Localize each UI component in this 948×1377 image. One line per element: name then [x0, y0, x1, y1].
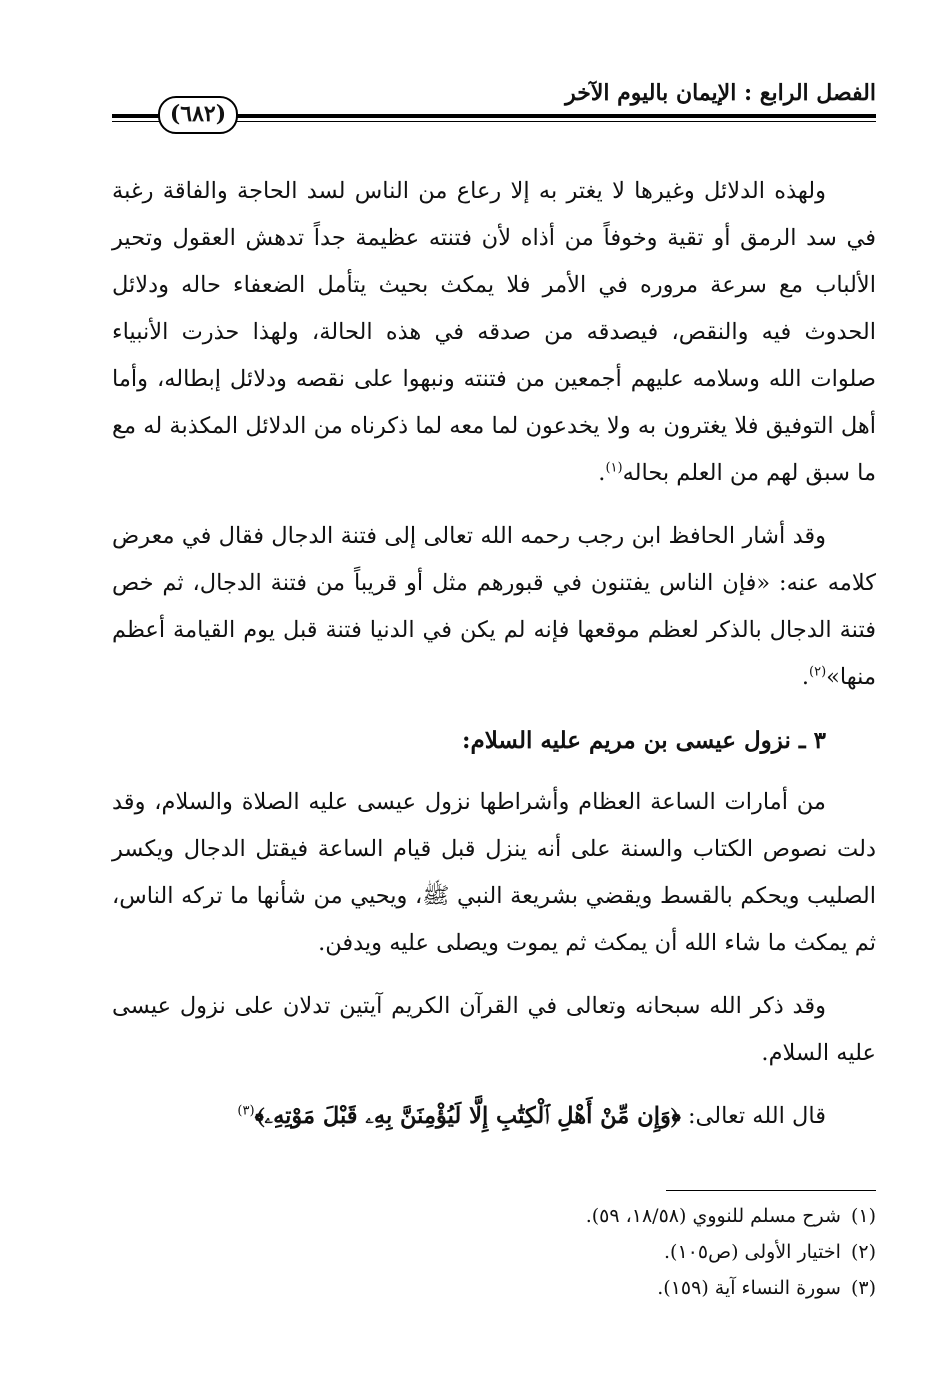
paragraph-2: [112, 513, 876, 701]
footnote-separator: [666, 1190, 876, 1191]
paragraph-5: [112, 1093, 876, 1140]
paragraph-4-text: وقد ذكر الله سبحانه وتعالى في القرآن الكريم آيتين تدلان على نزول عيسى عليه السلام.: [112, 993, 876, 1066]
paragraph-4: [112, 983, 876, 1077]
paragraph-2-text: وقد أشار الحافظ ابن رجب رحمه الله تعالى إلى فتنة الدجال فقال في معرض كلامه عنه: «فإن الناس يفتنون في قبورهم مثل أو قريباً من فتنة الدجال، ثم خص فتنة الدجال بالذكر لعظم موقعها فإنه لم يكن في الدنيا فتنة قبل يوم القيامة أعظم منها»: [112, 523, 876, 690]
paragraph-1-end: .: [598, 460, 606, 486]
footnote-number: (٢): [850, 1241, 876, 1263]
footnote-ref-2: (٢): [809, 664, 827, 680]
chapter-title: الفصل الرابع : الإيمان باليوم الآخر: [565, 80, 876, 106]
footnote-text: اختيار الأولى (ص١٠٥).: [664, 1241, 841, 1263]
footnotes: [112, 1198, 876, 1306]
footnote-text: سورة النساء آية (١٥٩).: [657, 1277, 841, 1299]
paragraph-1: [112, 168, 876, 497]
footnote-ref-1: (١): [605, 460, 623, 476]
quran-verse: ﴿وَإِن مِّنْ أَهْلِ ٱلْكِتَٰبِ إِلَّا لَيُؤْمِنَنَّ بِهِۦ قَبْلَ مَوْتِهِۦ﴾: [254, 1103, 681, 1129]
footnote-1: [112, 1198, 876, 1234]
footnote-ref-3: (٣): [237, 1103, 255, 1119]
paragraph-2-end: .: [801, 664, 810, 690]
footnote-number: (١): [850, 1205, 876, 1227]
page-number: (٦٨٢): [158, 96, 238, 134]
footnote-number: (٣): [850, 1277, 876, 1299]
footnote-2: [112, 1234, 876, 1270]
footnote-text: شرح مسلم للنووي (١٨/٥٨، ٥٩).: [585, 1205, 841, 1227]
body-text: [112, 168, 876, 1156]
paragraph-3-text: من أمارات الساعة العظام وأشراطها نزول عيسى عليه الصلاة والسلام، وقد دلت نصوص الكتاب والسنة على أنه ينزل قبل قيام الساعة فيقتل الدجال ويكسر الصليب ويحكم بالقسط ويقضي بشريعة النبي ﷺ، ويحيي من شأنها ما تركه الناس، ثم يمكث ما شاء الله أن يمكث ثم يموت ويصلى عليه ويدفن.: [112, 789, 876, 956]
paragraph-3: [112, 779, 876, 967]
running-header: [112, 78, 876, 130]
paragraph-1-text: ولهذه الدلائل وغيرها لا يغتر به إلا رعاع من الناس لسد الحاجة والفاقة رغبة في سد الرمق أو تقية وخوفاً من أذاه لأن فتنته عظيمة جداً تدهش العقول وتحير الألباب مع سرعة مروره في الأمر فلا يمكث بحيث يتأمل الضعفاء حاله ودلائل الحدوث فيه والنقص، فيصدقه من صدقه في هذه الحالة، ولهذا حذرت الأنبياء صلوات الله وسلامه عليهم أجمعين من فتنته ونبهوا على نقصه ودلائل إبطاله، وأما أهل التوفيق فلا يغترون به ولا يخدعون لما معه لما ذكرناه من الدلائل المكذبة له مع ما سبق لهم من العلم بحاله: [112, 178, 876, 486]
paragraph-5-lead: قال الله تعالى:: [680, 1103, 826, 1129]
footnote-3: [112, 1270, 876, 1306]
section-heading: ٣ ـ نزول عيسى بن مريم عليه السلام:: [461, 727, 826, 754]
